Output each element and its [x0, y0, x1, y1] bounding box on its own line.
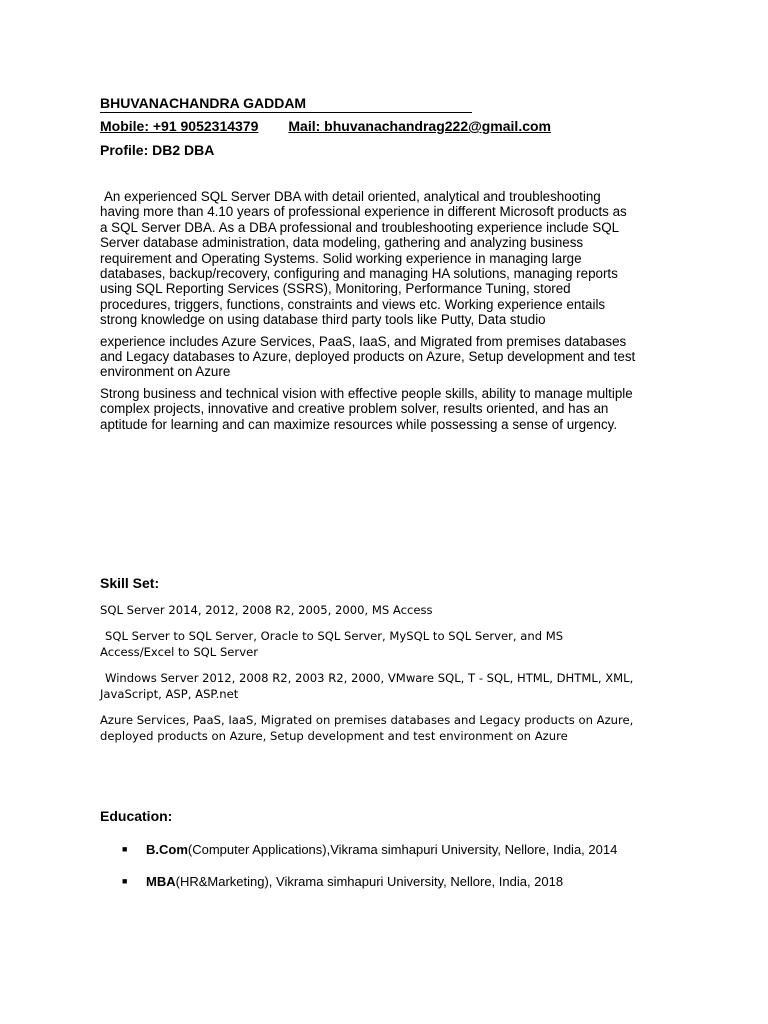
bullet-icon: ■	[122, 844, 128, 854]
skill-item: Windows Server 2012, 2008 R2, 2003 R2, 2000, VMware SQL, T - SQL, HTML, DHTML, XML, JavaScript, ASP, ASP.net	[100, 670, 634, 701]
skill-item: SQL Server 2014, 2012, 2008 R2, 2005, 2000, MS Access	[100, 603, 433, 617]
skill-item: Azure Services, PaaS, IaaS, Migrated on premises databases and Legacy products on Azure, deployed products on Azure, Setup development and test environment on Azure	[100, 712, 634, 743]
education-item	[122, 873, 563, 890]
degree-detail: (Computer Applications),Vikrama simhapuri University, Nellore, India, 2014	[187, 842, 618, 857]
skills-heading: Skill Set:	[100, 575, 160, 591]
contact-line	[100, 118, 551, 135]
summary-section	[100, 189, 636, 438]
mail-text: Mail: bhuvanachandrag222@gmail.com	[288, 118, 551, 134]
education-item	[122, 841, 617, 858]
degree-name: B.Com	[146, 842, 188, 857]
summary-paragraph: An experienced SQL Server DBA with detail oriented, analytical and troubleshooting having more than 4.10 years of professional experience in different Microsoft products as a SQL Server DBA. As a DBA professional and troubleshooting experience include SQL Server database administration, data modeling, gathering and analyzing business requirement and Operating Systems. Solid working experience in managing large databases, backup/recovery, configuring and managing HA solutions, managing reports using SQL Reporting Services (SSRS), Monitoring, Performance Tuning, stored procedures, triggers, functions, constraints and views etc. Working experience entails strong knowledge on using database third party tools like Putty, Data studio	[100, 189, 627, 328]
bullet-icon: ■	[122, 876, 128, 886]
skill-item: SQL Server to SQL Server, Oracle to SQL Server, MySQL to SQL Server, and MS Access/Excel to SQL Server	[100, 628, 564, 659]
summary-paragraph: Strong business and technical vision with effective people skills, ability to manage multiple complex projects, innovative and creative problem solver, results oriented, and has an aptitude for learning and can maximize resources while possessing a sense of urgency.	[100, 385, 633, 432]
degree-detail: (HR&Marketing), Vikrama simhapuri University, Nellore, India, 2018	[175, 874, 564, 889]
profile-title: Profile: DB2 DBA	[100, 142, 215, 158]
skills-list	[100, 602, 640, 754]
mobile-text: Mobile: +91 9052314379	[100, 118, 259, 134]
education-heading: Education:	[100, 808, 173, 824]
candidate-name: BHUVANACHANDRA GADDAM	[100, 95, 472, 113]
summary-paragraph: experience includes Azure Services, PaaS, IaaS, and Migrated from premises databases and Legacy databases to Azure, deployed products on Azure, Setup development and test environment on Azure	[100, 333, 636, 380]
degree-name: MBA	[146, 874, 176, 889]
